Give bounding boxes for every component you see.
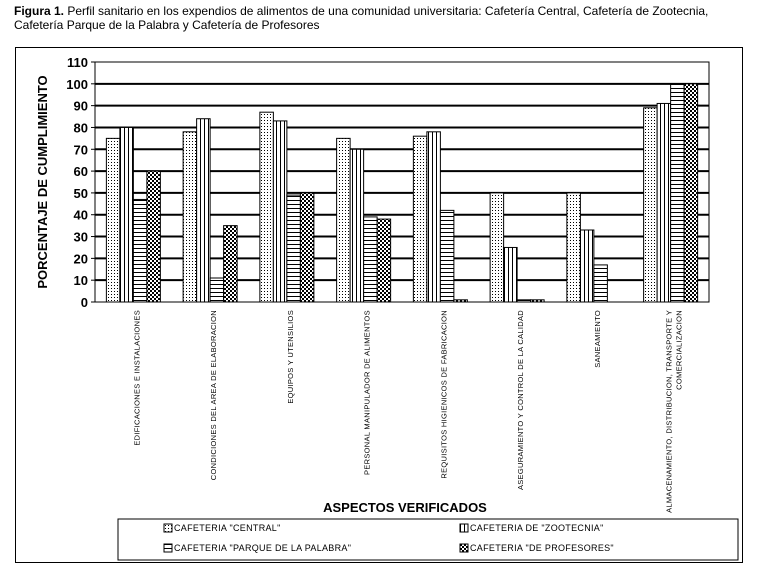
bar xyxy=(454,300,468,302)
y-tick-label: 0 xyxy=(80,295,88,310)
x-tick-label-line: COMERCIALIZACION xyxy=(674,310,684,390)
bar xyxy=(580,230,594,302)
bar xyxy=(183,132,197,302)
x-tick-label-line: EDIFICACIONES E INSTALACIONES xyxy=(132,310,142,446)
bar xyxy=(517,300,531,302)
y-tick-label: 80 xyxy=(73,120,88,136)
legend-swatch xyxy=(164,544,172,552)
bar xyxy=(531,300,545,302)
bar xyxy=(594,265,608,302)
bar xyxy=(644,108,658,302)
x-tick-label xyxy=(132,310,141,446)
x-tick-label-line: ASEGURAMIENTO Y CONTROL DE LA CALIDAD xyxy=(516,310,526,491)
figure-label: Figura 1. xyxy=(14,4,65,18)
x-tick-label-line: REQUISITOS HIGIENICOS DE FABRICACION xyxy=(439,310,449,479)
bar xyxy=(224,226,238,302)
y-tick-label: 100 xyxy=(66,76,88,92)
bar xyxy=(287,195,301,302)
y-tick-label: 50 xyxy=(73,185,88,201)
legend-swatch xyxy=(460,524,468,532)
bar xyxy=(260,112,274,302)
bar xyxy=(413,136,427,302)
y-tick-label: 70 xyxy=(73,142,88,158)
x-tick-label xyxy=(439,310,448,479)
figure-caption-text: Perfil sanitario en los expendios de alimentos de una comunidad universitaria: Cafetería Central, Cafetería de Zootecnia, Cafetería Parque de la Palabra y Cafetería de Profesores xyxy=(14,4,709,32)
bar xyxy=(273,121,287,302)
x-tick-label-line: SANEAMIENTO xyxy=(592,310,602,368)
legend-swatch xyxy=(164,524,172,532)
bar xyxy=(440,210,454,302)
legend-label: CAFETERIA DE "ZOOTECNIA" xyxy=(470,523,604,533)
bar xyxy=(364,217,378,302)
bar xyxy=(377,219,391,302)
bar xyxy=(671,84,685,302)
x-tick-label xyxy=(363,310,372,475)
bar xyxy=(106,138,120,302)
y-tick-label: 60 xyxy=(73,164,88,180)
bar xyxy=(350,149,364,302)
legend-label: CAFETERIA "DE PROFESORES" xyxy=(470,543,614,553)
bar xyxy=(657,103,671,302)
x-tick-label xyxy=(593,310,602,368)
bar xyxy=(147,171,161,302)
y-tick-label: 30 xyxy=(73,229,88,245)
bar xyxy=(504,247,518,302)
bar xyxy=(337,138,351,302)
legend-label: CAFETERIA "CENTRAL" xyxy=(174,523,281,533)
y-tick-label: 10 xyxy=(73,273,88,289)
bar xyxy=(120,127,134,302)
y-axis-label: PORCENTAJE DE CUMPLIMIENTO xyxy=(35,75,50,289)
x-tick-label-line: CONDICIONES DEL AREA DE ELABORACION xyxy=(209,310,219,481)
x-axis-label: ASPECTOS VERIFICADOS xyxy=(323,500,487,515)
legend-swatch xyxy=(460,544,468,552)
x-tick-label-line: ALMACENAMIENTO, DISTRIBUCION, TRANSPORTE Y xyxy=(664,310,674,513)
bar xyxy=(684,84,698,302)
bar xyxy=(427,132,441,302)
bar xyxy=(197,119,211,302)
x-tick-label xyxy=(209,310,218,480)
x-tick-label xyxy=(286,310,295,404)
bar xyxy=(210,278,224,302)
y-tick-label: 90 xyxy=(73,98,88,114)
x-tick-label xyxy=(516,310,525,490)
bar xyxy=(300,193,314,302)
bar xyxy=(133,199,147,302)
y-tick-label: 40 xyxy=(73,207,88,223)
x-tick-label-line: EQUIPOS Y UTENSILIOS xyxy=(285,310,295,404)
bar xyxy=(490,193,504,302)
x-tick-label-line: PERSONAL MANIPULADOR DE ALIMENTOS xyxy=(362,310,372,475)
bar xyxy=(567,193,581,302)
legend-label: CAFETERIA "PARQUE DE LA PALABRA" xyxy=(174,543,352,553)
y-tick-label: 110 xyxy=(67,55,88,70)
y-tick-label: 20 xyxy=(73,251,88,267)
x-tick-label xyxy=(665,310,684,513)
